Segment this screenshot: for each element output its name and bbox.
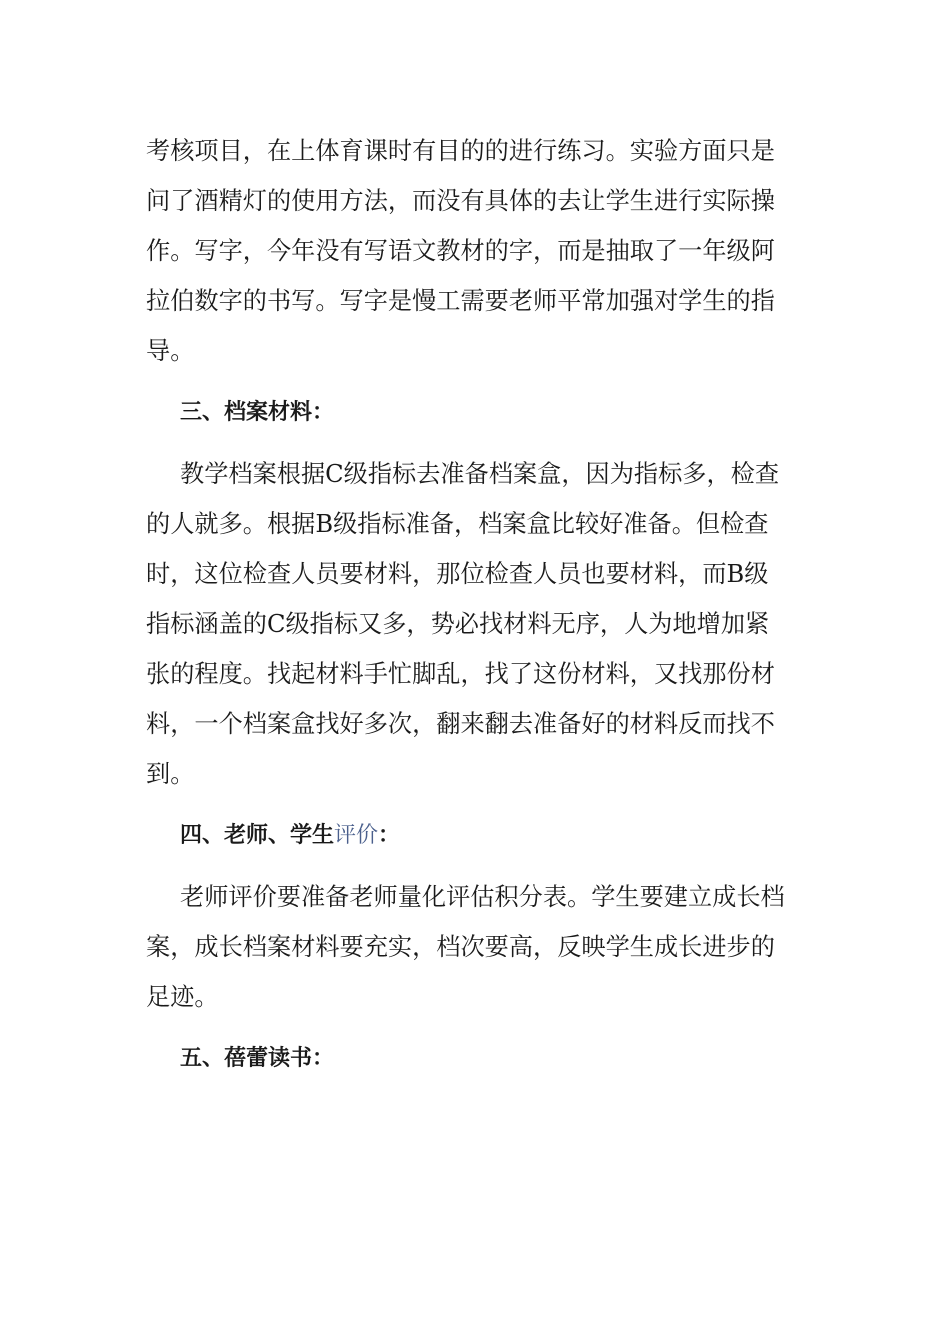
heading-text: 四、老师、学生 [180, 823, 335, 848]
heading-text: ： [378, 823, 401, 848]
paragraph-line: 导。 [146, 337, 195, 365]
paragraph-line: 张的程度。找起材料手忙脚乱，找了这份材料，又找那份材 [146, 660, 775, 688]
paragraph-line: 料，一个档案盒找好多次，翻来翻去准备好的材料反而找不 [146, 710, 775, 738]
section-heading-archive-materials: 三、档案材料： [180, 400, 335, 425]
section-heading-reading: 五、蓓蕾读书： [180, 1046, 335, 1071]
paragraph-line: 的人就多。根据B级指标准备，档案盒比较好准备。但检查 [146, 510, 769, 538]
paragraph-line: 拉伯数字的书写。写字是慢工需要老师平常加强对学生的指 [146, 287, 775, 315]
paragraph-line: 老师评价要准备老师量化评估积分表。学生要建立成长档 [180, 883, 785, 911]
paragraph-line: 考核项目，在上体育课时有目的的进行练习。实验方面只是 [146, 137, 775, 165]
paragraph-line: 足迹。 [146, 983, 219, 1011]
paragraph-line: 指标涵盖的C级指标又多，势必找材料无序，人为地增加紧 [146, 610, 770, 638]
paragraph-line: 作。写字，今年没有写语文教材的字，而是抽取了一年级阿 [146, 237, 775, 265]
paragraph-line: 时，这位检查人员要材料，那位检查人员也要材料，而B级 [146, 560, 769, 588]
section-heading-teacher-student-evaluation [180, 821, 400, 851]
paragraph-line: 到。 [146, 760, 195, 788]
paragraph-line: 案，成长档案材料要充实，档次要高，反映学生成长进步的 [146, 933, 775, 961]
paragraph-line: 问了酒精灯的使用方法，而没有具体的去让学生进行实际操 [146, 187, 775, 215]
evaluation-link[interactable]: 评价 [334, 823, 379, 848]
paragraph-line: 教学档案根据C级指标去准备档案盒，因为指标多，检查 [180, 460, 780, 488]
